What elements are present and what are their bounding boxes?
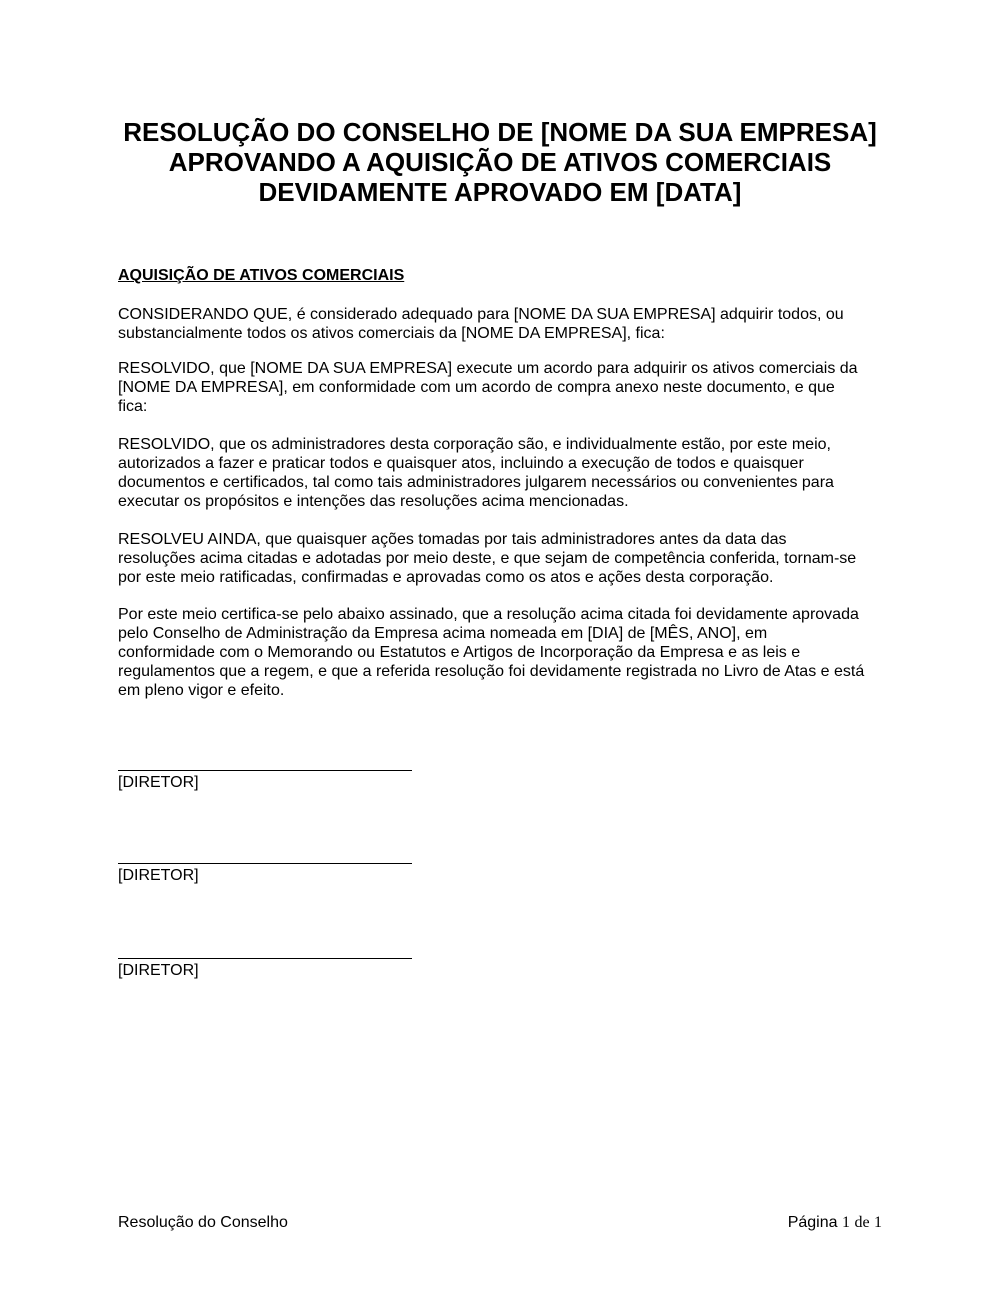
text-line: autorizados a fazer e praticar todos e quaisquer atos, incluindo a execução de todos e quaisquer: [118, 455, 804, 472]
text-line: CONSIDERANDO QUE, é considerado adequado para [NOME DA SUA EMPRESA] adquirir todos, ou: [118, 306, 844, 323]
text-line: por este meio ratificadas, confirmadas e aprovadas como os atos e ações desta corporação.: [118, 569, 774, 586]
title-line: DEVIDAMENTE APROVADO EM [DATA]: [258, 177, 742, 207]
footer-title: Resolução do Conselho: [118, 1214, 288, 1231]
page-total: 1: [874, 1214, 882, 1231]
text-line: Por este meio certifica-se pelo abaixo assinado, que a resolução acima citada foi devidamente aprovada: [118, 606, 859, 623]
page-current: 1: [841, 1214, 850, 1231]
paragraph-resolveu-ainda: [118, 530, 898, 587]
signature-block: [118, 770, 412, 792]
signature-line: [118, 863, 412, 864]
title-line: APROVANDO A AQUISIÇÃO DE ATIVOS COMERCIAIS: [168, 147, 832, 177]
text-line: executar os propósitos e intenções das resoluções acima mencionadas.: [118, 493, 629, 510]
title-line: RESOLUÇÃO DO CONSELHO DE [NOME DA SUA EMPRESA]: [123, 117, 877, 147]
signer-name: [DIRETOR]: [118, 867, 199, 884]
paragraph-resolvido-2: [118, 435, 898, 511]
text-line: RESOLVIDO, que os administradores desta corporação são, e individualmente estão, por este meio,: [118, 436, 831, 453]
page-footer: [118, 1214, 882, 1232]
text-line: fica:: [118, 398, 148, 415]
text-line: pelo Conselho de Administração da Empresa acima nomeada em [DIA] de [MÊS, ANO], em: [118, 625, 768, 642]
signature-block: [118, 863, 412, 885]
paragraph-considerando: [118, 305, 898, 343]
paragraph-resolvido-1: [118, 359, 898, 416]
text-line: resoluções acima citadas e adotadas por meio deste, e que sejam de competência conferida, tornam-se: [118, 550, 857, 567]
text-line: RESOLVEU AINDA, que quaisquer ações tomadas por tais administradores antes da data das: [118, 531, 787, 548]
page-label: Página: [787, 1214, 838, 1231]
signature-line: [118, 770, 412, 771]
section-heading: AQUISIÇÃO DE ATIVOS COMERCIAIS: [118, 267, 405, 284]
signature-block: [118, 958, 412, 980]
text-line: em pleno vigor e efeito.: [118, 682, 285, 699]
text-line: substancialmente todos os ativos comerciais da [NOME DA EMPRESA], fica:: [118, 325, 665, 342]
text-line: [NOME DA EMPRESA], em conformidade com um acordo de compra anexo neste documento, e que: [118, 379, 835, 396]
page-number: [788, 1214, 882, 1232]
page-of: de: [854, 1214, 870, 1231]
paragraph-certificacao: [118, 605, 898, 700]
signer-name: [DIRETOR]: [118, 774, 199, 791]
text-line: documentos e certificados, tal como tais administradores julgarem necessários ou convenientes para: [118, 474, 834, 491]
text-line: regulamentos que a regem, e que a referida resolução foi devidamente registrada no Livro de Atas e está: [118, 663, 865, 680]
signer-name: [DIRETOR]: [118, 962, 199, 979]
signature-line: [118, 958, 412, 959]
document-title: [0, 117, 1000, 207]
text-line: conformidade com o Memorando ou Estatutos e Artigos de Incorporação da Empresa e as leis e: [118, 644, 801, 661]
text-line: RESOLVIDO, que [NOME DA SUA EMPRESA] execute um acordo para adquirir os ativos comerciais da: [118, 360, 858, 377]
